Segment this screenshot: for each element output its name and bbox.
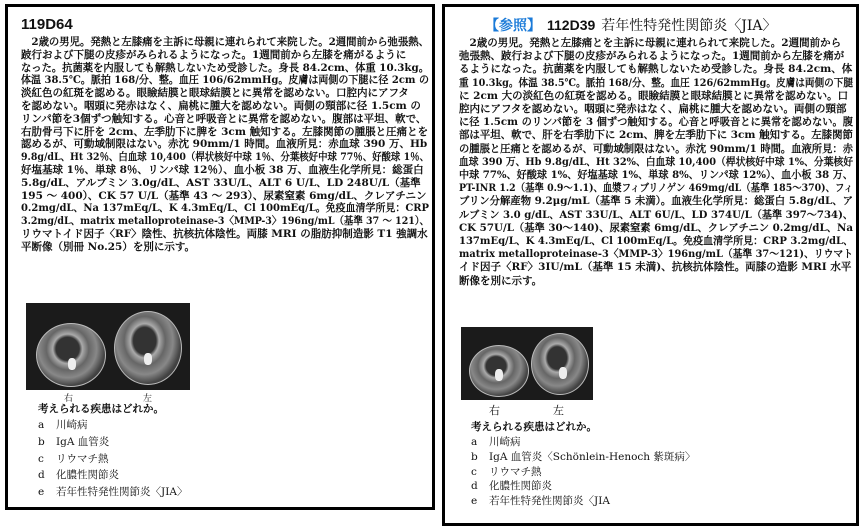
case-text-line: 0.2mg/dL、Na 137mEq/L、K 4.3mEq/L、Cl 100mEq/L。免疫血清学所見：CRP [21,202,430,215]
choice-text: 化膿性関節炎 [489,480,552,493]
image-label-left: 左 [553,404,564,417]
question-prompt: 考えられる疾患はどれか。 [38,403,164,415]
choice-b[interactable] [471,450,695,465]
case-text-line: 跛行および下腿の皮疹がみられるようになった。1週間前から左膝を痛がるように [21,48,407,61]
image-label-left: 左 [143,394,153,404]
case-text-line: 右肋骨弓下に肝を 2cm、左季肋下に脾を 3cm 触知する。左膝関節の腫脹と圧痛とを [21,125,429,138]
mri-image [26,303,190,390]
reference-title [485,15,777,35]
case-text-line: matrix metalloproteinase-3〈MMP-3〉196ng/mL（基準 37～121)、リウマト [459,248,853,261]
choice-key: d [471,480,478,493]
case-text-line: 体温 38.5℃。脈拍 168/分、整。血圧 106/62mmHg。皮膚は両側の下腿に径 2cm の [21,74,429,87]
case-text-line: 腔内にアフタを認めない。咽頭に発赤はなく、扁桃に腫大を認めない。両側の頸部 [459,103,847,116]
case-text-line: 195 ～ 400）、CK 57 U/L（基準 43 ～ 293）、尿素窒素 6mg/dL、クレアチニン [21,189,427,202]
case-text-line: 重 10.3kg。体温 38.5℃。脈拍 168/分、整。血圧 126/62mmHg。皮膚は両側の下腿 [459,76,854,89]
choice-b[interactable] [38,434,109,451]
choice-key: d [38,469,45,482]
question-panel-119d64 [5,4,435,510]
choice-e[interactable] [38,484,187,501]
case-text-line: を認めない。咽頭に発赤はなく、扁桃に腫大を認めない。両側の頸部に径 1.5cm の [21,99,421,112]
case-text-line: 137mEq/L、K 4.3mEq/L、Cl 100mEq/L。免疫血清学所見：CRP 3.2mg/dL、 [459,235,854,248]
case-text-line: に 2cm 大の淡紅色の紅斑を認める。眼瞼結膜と眼球結膜とに異常を認めない。口 [459,89,849,102]
case-text-line: 平断像（別冊 No.25）を別に示す。 [21,240,195,253]
choice-key: b [471,450,478,463]
choice-d[interactable] [38,467,119,484]
choice-key: c [471,465,477,478]
choice-key: a [471,436,478,448]
choice-text: IgA 血管炎〈Schönlein-Henoch 紫斑病〉 [489,450,696,463]
case-text-line: 弛張熱、跛行および下腿の皮疹がみられるようになった。1週間前から左膝を痛が [459,50,845,63]
image-label-right: 右 [64,394,74,404]
case-text-line: なった。抗菌薬を内服しても解熱しないため受診した。身長 84.2cm、体重 10.3kg。 [21,61,430,74]
choice-key: c [38,452,44,465]
case-text-line: 2歳の男児。発熱と左膝痛とを主訴に母親に連れられて来院した。2週間前から [459,37,842,49]
mri-image [461,327,593,400]
reference-panel-112d39 [442,4,859,526]
case-text-line: 3.2mg/dL、matrix metalloproteinase-3〈MMP-3〉196ng/mL（基準 37 ～ 121）、 [21,215,430,228]
case-text-line: 血球 390 万、Hb 9.8g/dL、Ht 32%、白血球 10,400（桿状核好中球 1%、分葉核好 [459,155,853,168]
image-label-right: 右 [489,404,500,417]
case-text-line: ルブミン 3.0 g/dL、AST 33U/L、ALT 6U/L、LD 374U/L（基準 397～734)、 [459,208,854,221]
choice-text: リウマチ熱 [489,465,542,478]
choice-a[interactable] [38,417,88,434]
answer-choices [471,435,695,509]
choice-text: 化膿性関節炎 [56,469,119,482]
case-text-line: ブリン分解産物 9.2μg/mL（基準 5 未満）。血液生化学所見：総蛋白 5.8g/dL、ア [459,195,854,208]
reference-label: 【参照】 [485,17,541,33]
choice-e[interactable] [471,494,610,509]
choice-text: IgA 血管炎 [56,435,110,448]
choice-key: e [471,495,478,508]
question-id: 112D39 [547,17,596,33]
case-text-line: 認めるが、可動域制限はない。赤沈 90mm/1 時間。血液所見：赤血球 390 万、Hb [21,138,428,151]
choice-key: a [38,419,45,431]
choice-c[interactable] [38,451,109,468]
case-text-line: PT-INR 1.2（基準 0.9～1.1)、血漿フィブリノゲン 469mg/dL（基準 185～370)、フィ [459,182,853,195]
case-text-line: に径 1.5cm のリンパ節を 3 個ずつ触知する。心音と呼吸音とに異常を認めない。腹 [459,116,853,129]
question-prompt: 考えられる疾患はどれか。 [471,421,597,433]
case-text-line: るようになった。抗菌薬を内服しても解熱しないため受診した。身長 84.2cm、体 [459,63,853,76]
case-text-line: リウマトイド因子〈RF〉陰性、抗核抗体陰性。両膝 MRI の脂肪抑制造影 T1 強調水 [21,227,428,240]
case-text [459,37,863,288]
choice-text: 川崎病 [56,419,88,431]
case-text [21,36,476,254]
case-text-line: 断像を別に示す。 [459,274,543,287]
case-text-line: 9.8g/dL、Ht 32％、白血球 10,400（桿状核好中球 1％、分葉核好中球 77％、好酸球 1％、 [21,151,429,164]
choice-text: 若年性特発性関節炎〈JIA〉 [56,486,188,499]
choice-text: 若年性特発性関節炎〈JIA [489,495,610,508]
case-text-line: 2歳の男児。発熱と左膝痛を主訴に母親に連れられて来院した。2週間前から弛張熱、 [21,36,429,48]
choice-key: e [38,486,45,499]
case-text-line: 中球 77%、好酸球 1%、好塩基球 1%、単球 8%、リンパ球 12%）、血小板 38 万、 [459,169,854,182]
choice-d[interactable] [471,479,552,494]
answer-choices [38,417,187,501]
choice-text: リウマチ熱 [56,452,109,465]
case-text-line: リンパ節を3個ずつ触知する。心音と呼吸音とに異常を認めない。腹部は平坦、軟で、 [21,112,427,125]
case-text-line: 淡紅色の紅斑を認める。眼瞼結膜と眼球結膜とに異常を認めない。口腔内にアフタ [21,87,409,100]
choice-text: 川崎病 [489,436,521,448]
case-text-line: 5.8g/dL、アルブミン 3.0g/dL、AST 33U/L、ALT 6 U/L、LD 248U/L（基準 [21,176,421,189]
choice-key: b [38,435,45,448]
case-text-line: の腫脹と圧痛とを認めるが、可動域制限はない。赤沈 90mm/1 時間。血液所見：赤 [459,142,854,155]
choice-a[interactable] [471,435,521,450]
question-id: 119D64 [21,16,73,33]
diagnosis-title: 若年性特発性関節炎〈JIA〉 [601,18,777,34]
case-text-line: 部は平坦、軟で、肝を右季肋下に 2cm、脾を左季肋下に 3cm 触知する。左膝関節 [459,129,853,142]
case-text-line: イド因子〈RF〉3IU/mL（基準 15 未満)、抗核抗体陰性。両膝の造影 MRI 水平 [459,261,852,274]
case-text-line: CK 57U/L（基準 30～140)、尿素窒素 6mg/dL、クレアチニン 0.2mg/dL、Na [459,221,854,234]
choice-c[interactable] [471,465,542,480]
case-text-line: 好塩基球 1％、単球 8％、リンパ球 12％）、血小板 38 万、血液生化学所見：総蛋白 [21,163,424,176]
